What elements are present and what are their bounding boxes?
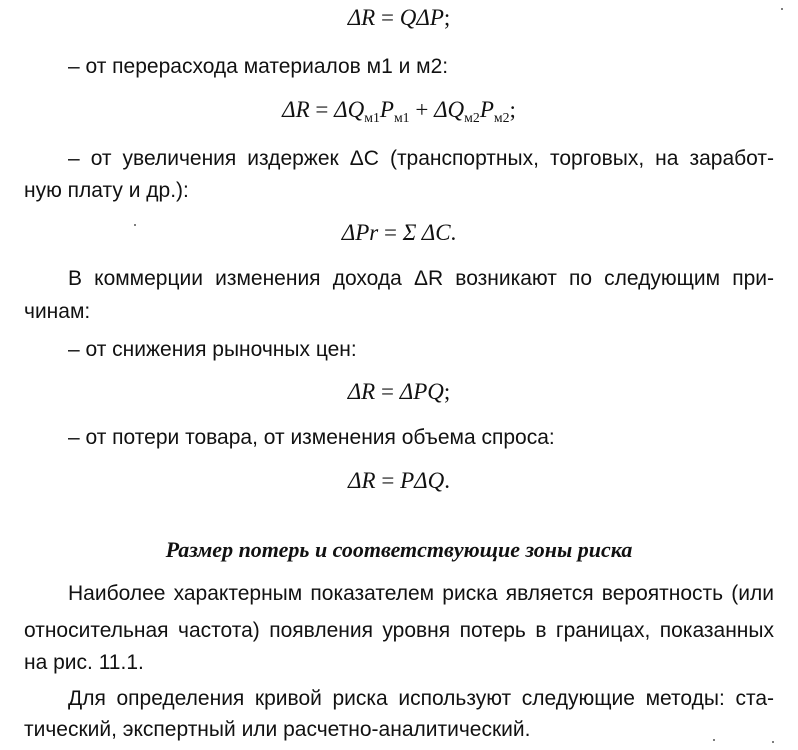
formula-delta-r-delta-pq [0, 378, 798, 406]
formula-lhs: ΔPr [341, 220, 379, 245]
formula-materials [0, 96, 798, 132]
formula-lhs: ΔR [347, 5, 376, 30]
formula-equals: = [375, 468, 401, 493]
text-line: В коммерции изменения дохода ΔR возникают по следующим при- [68, 267, 774, 290]
formula-term: ΔQ [334, 97, 365, 122]
formula-lhs: ΔR [348, 468, 376, 493]
text-line: относительная частота) появления уровня потерь в границах, показанных [24, 619, 774, 642]
formula-lhs: ΔR [282, 97, 310, 122]
section-heading: Размер потерь и соответствующие зоны риска [165, 537, 633, 562]
formula-equals: = [375, 5, 400, 30]
text-line: Для определения кривой риска используют следующие методы: ста- [68, 687, 774, 710]
formula-rhs: QΔP [399, 5, 444, 30]
formula-subscript: м2 [493, 109, 510, 125]
formula-end: . [450, 220, 457, 245]
text-line: Наиболее характерным показателем риска является вероятность (или [68, 582, 774, 605]
formula-subscript: м1 [393, 109, 410, 125]
text-line: – от перерасхода материалов м1 и м2: [68, 55, 449, 78]
formula-rhs: PΔQ [400, 468, 445, 493]
scan-speck [781, 8, 783, 10]
text-line: – от увеличения издержек ΔC (транспортных, торговых, на заработ- [68, 147, 774, 170]
text-line: на рис. 11.1. [24, 651, 144, 674]
formula-end: ; [509, 97, 516, 122]
formula-term: ΔQ [434, 97, 465, 122]
formula-equals: = [378, 220, 403, 245]
formula-subscript: м2 [464, 109, 480, 125]
scan-speck [713, 739, 715, 741]
formula-delta-pr [0, 219, 798, 247]
formula-rhs: Σ ΔC [402, 220, 451, 245]
formula-rhs: ΔPQ [399, 379, 444, 404]
text-line: – от потери товара, от изменения объема спроса: [68, 426, 555, 449]
formula-delta-r-p-delta-q [0, 467, 798, 495]
text-line: ную плату и др.): [24, 179, 189, 202]
scan-speck [772, 741, 774, 743]
formula-end: ; [443, 379, 451, 404]
formula-lhs: ΔR [347, 379, 376, 404]
text-line: чинам: [24, 300, 91, 323]
text-line: тический, экспертный или расчетно-аналитический. [24, 718, 531, 741]
text-line: – от снижения рыночных цен: [68, 338, 357, 361]
formula-term: P [479, 97, 494, 122]
scan-speck [134, 224, 136, 226]
formula-delta-r-q-delta-p [0, 4, 798, 32]
formula-term: P [379, 97, 394, 122]
formula-subscript: м1 [364, 109, 380, 125]
formula-end: ; [443, 5, 451, 30]
formula-equals: = [309, 97, 335, 122]
formula-equals: = [375, 379, 400, 404]
formula-plus: + [409, 97, 435, 122]
formula-end: . [444, 468, 450, 493]
